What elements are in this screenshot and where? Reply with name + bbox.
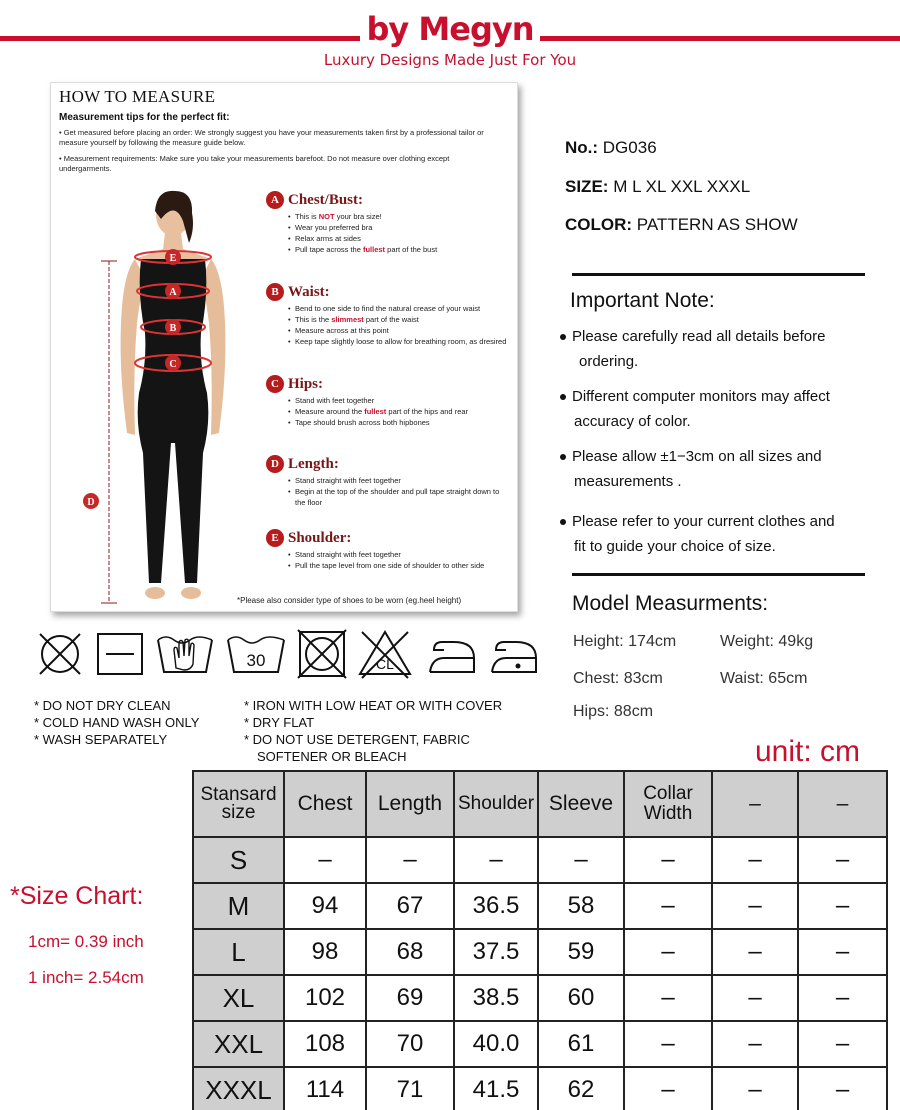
- marker-d-label: D: [87, 497, 95, 508]
- waist-item-3: • Measure across at this point: [288, 325, 508, 336]
- header-blank-2: –: [798, 771, 887, 837]
- how-to-measure-card: [50, 82, 518, 612]
- table-cell: 98: [284, 929, 366, 975]
- table-cell: –: [624, 929, 712, 975]
- size-cell: XXXL: [193, 1067, 284, 1110]
- marker-c-label: C: [169, 359, 177, 370]
- table-cell: 60: [538, 975, 624, 1021]
- table-row: [193, 837, 887, 883]
- size-chart-title: *Size Chart:: [10, 882, 144, 910]
- table-cell: 71: [366, 1067, 454, 1110]
- product-number: No.: DG036: [565, 138, 657, 157]
- note-item-3: Please allow ±1−3cm on all sizes and measurements .: [560, 444, 880, 494]
- table-cell: 69: [366, 975, 454, 1021]
- model-title: Model Measurments:: [572, 592, 769, 615]
- table-cell: –: [454, 837, 538, 883]
- wash-30-icon: [224, 628, 288, 680]
- size-cell: M: [193, 883, 284, 929]
- care-text-right: * IRON WITH LOW HEAT OR WITH COVER * DRY FLAT * DO NOT USE DETERGENT, FABRIC SOFTENER OR BLEACH: [244, 698, 503, 764]
- marker-b-label: B: [169, 323, 177, 334]
- size-cell: XXL: [193, 1021, 284, 1067]
- section-waist: [266, 283, 508, 347]
- table-cell: 37.5: [454, 929, 538, 975]
- header-shoulder: Shoulder: [454, 771, 538, 837]
- table-cell: 40.0: [454, 1021, 538, 1067]
- table-cell: –: [712, 883, 798, 929]
- size-cell: L: [193, 929, 284, 975]
- table-cell: –: [798, 975, 887, 1021]
- table-cell: 67: [366, 883, 454, 929]
- chest-item-2: • Wear you preferred bra: [288, 222, 508, 233]
- card-footnote: *Please also consider type of shoes to be worn (eg.heel height): [237, 596, 462, 605]
- model-weight: Weight: 49kg: [720, 633, 814, 650]
- table-cell: 36.5: [454, 883, 538, 929]
- hips-item-1: • Stand with feet together: [288, 395, 508, 406]
- svg-text:CL: CL: [376, 656, 394, 672]
- badge-a: A: [266, 191, 284, 209]
- section-chest: [266, 191, 508, 255]
- table-header-row: [193, 771, 887, 837]
- section-hips: [266, 375, 508, 428]
- table-cell: –: [712, 975, 798, 1021]
- length-item-1: • Stand straight with feet together: [288, 475, 508, 486]
- waist-item-2: • This is the slimmest part of the waist: [288, 314, 508, 325]
- badge-e: E: [266, 529, 284, 547]
- care-text-left: * DO NOT DRY CLEAN * COLD HAND WASH ONLY * WASH SEPARATELY: [34, 698, 200, 747]
- table-cell: –: [624, 1067, 712, 1110]
- model-figure: [71, 183, 271, 613]
- model-chest: Chest: 83cm: [573, 670, 663, 687]
- badge-c: C: [266, 375, 284, 393]
- card-title: HOW TO MEASURE: [59, 87, 216, 106]
- divider-top: [572, 273, 865, 276]
- table-cell: –: [798, 1067, 887, 1110]
- badge-d: D: [266, 455, 284, 473]
- waist-item-1: • Bend to one side to find the natural crease of your waist: [288, 303, 508, 314]
- hips-item-3: • Tape should brush across both hipbones: [288, 417, 508, 428]
- section-length: [266, 455, 508, 508]
- table-cell: –: [798, 883, 887, 929]
- table-cell: 70: [366, 1021, 454, 1067]
- table-cell: –: [712, 1021, 798, 1067]
- chest-item-1: • This is NOT your bra size!: [288, 211, 508, 222]
- unit-label: unit: cm: [755, 735, 861, 768]
- header-collar-width: Collar Width: [624, 771, 712, 837]
- dry-flat-icon: [94, 628, 146, 680]
- section-title-hips: Hips:: [288, 375, 324, 392]
- table-row: [193, 1067, 887, 1110]
- iron-low-heat-icon: [486, 628, 542, 680]
- table-row: [193, 975, 887, 1021]
- table-cell: –: [712, 929, 798, 975]
- size-cell: S: [193, 837, 284, 883]
- table-cell: –: [624, 883, 712, 929]
- section-title-length: Length:: [288, 455, 339, 472]
- model-hips: Hips: 88cm: [573, 703, 654, 720]
- shoulder-item-1: • Stand straight with feet together: [288, 549, 508, 560]
- conversion-inch: 1 inch= 2.54cm: [28, 968, 144, 987]
- note-item-4: Please refer to your current clothes and fit to guide your choice of size.: [560, 509, 880, 559]
- table-cell: 41.5: [454, 1067, 538, 1110]
- table-cell: 114: [284, 1067, 366, 1110]
- table-cell: –: [366, 837, 454, 883]
- brand-tagline: Luxury Designs Made Just For You: [323, 51, 577, 69]
- table-cell: 62: [538, 1067, 624, 1110]
- marker-a-label: A: [169, 287, 177, 298]
- table-cell: 94: [284, 883, 366, 929]
- hips-item-2: • Measure around the fullest part of the hips and rear: [288, 406, 508, 417]
- table-cell: –: [284, 837, 366, 883]
- badge-b: B: [266, 283, 284, 301]
- table-cell: –: [624, 1021, 712, 1067]
- divider-bottom: [572, 573, 865, 576]
- table-cell: 38.5: [454, 975, 538, 1021]
- important-note-title: Important Note:: [570, 289, 715, 312]
- table-cell: 58: [538, 883, 624, 929]
- product-sizes: SIZE: M L XL XXL XXXL: [565, 177, 751, 196]
- svg-text:30: 30: [246, 651, 266, 670]
- table-cell: –: [712, 1067, 798, 1110]
- table-cell: 59: [538, 929, 624, 975]
- shoulder-item-2: • Pull the tape level from one side of shoulder to other side: [288, 560, 508, 571]
- waist-item-4: • Keep tape slightly loose to allow for breathing room, as dresired: [288, 336, 508, 347]
- section-title-chest: Chest/Bust:: [288, 191, 364, 208]
- section-shoulder: [266, 529, 508, 571]
- table-cell: –: [798, 837, 887, 883]
- table-row: [193, 883, 887, 929]
- header-chest: Chest: [284, 771, 366, 837]
- table-cell: –: [624, 975, 712, 1021]
- length-item-2: • Begin at the top of the shoulder and pull tape straight down to the floor: [288, 486, 508, 508]
- table-cell: 102: [284, 975, 366, 1021]
- header-length: Length: [366, 771, 454, 837]
- card-subtitle: Measurement tips for the perfect fit:: [59, 112, 230, 123]
- iron-icon: [424, 628, 480, 680]
- table-cell: –: [712, 837, 798, 883]
- chest-item-4: • Pull tape across the fullest part of the bust: [288, 244, 508, 255]
- header-sleeve: Sleeve: [538, 771, 624, 837]
- header-blank-1: –: [712, 771, 798, 837]
- table-cell: –: [538, 837, 624, 883]
- note-item-1: Please carefully read all details before ordering.: [560, 324, 880, 374]
- table-cell: –: [624, 837, 712, 883]
- no-tumble-dry-icon: [294, 628, 350, 680]
- table-row: [193, 1021, 887, 1067]
- chest-item-3: • Relax arms at sides: [288, 233, 508, 244]
- product-color: COLOR: PATTERN AS SHOW: [565, 215, 798, 234]
- table-cell: 68: [366, 929, 454, 975]
- table-row: [193, 929, 887, 975]
- header-size: Stansard size: [193, 771, 284, 837]
- note-item-2: Different computer monitors may affect accuracy of color.: [560, 384, 880, 434]
- marker-e-label: E: [169, 253, 177, 264]
- table-cell: –: [798, 929, 887, 975]
- section-title-shoulder: Shoulder:: [288, 529, 352, 546]
- table-cell: –: [798, 1021, 887, 1067]
- table-cell: 108: [284, 1021, 366, 1067]
- hand-wash-icon: [154, 628, 216, 680]
- size-cell: XL: [193, 975, 284, 1021]
- no-chlorine-bleach-icon: [356, 628, 414, 680]
- no-dry-clean-icon: [34, 628, 86, 680]
- table-cell: 61: [538, 1021, 624, 1067]
- size-table: [192, 770, 888, 1110]
- section-title-waist: Waist:: [288, 283, 330, 300]
- conversion-cm: 1cm= 0.39 inch: [28, 932, 144, 951]
- model-waist: Waist: 65cm: [720, 670, 808, 687]
- brand-name: by Megyn: [366, 10, 534, 48]
- card-tip-1: • Get measured before placing an order: We strongly suggest you have your measurements taken first by a professional tailor or measure yourself by following the measure guide below.: [59, 128, 484, 147]
- card-tip-2: • Measurement requirements: Make sure you take your measurements barefoot. Do not measure over clothing except undergarments.: [59, 154, 450, 173]
- model-height: Height: 174cm: [573, 633, 677, 650]
